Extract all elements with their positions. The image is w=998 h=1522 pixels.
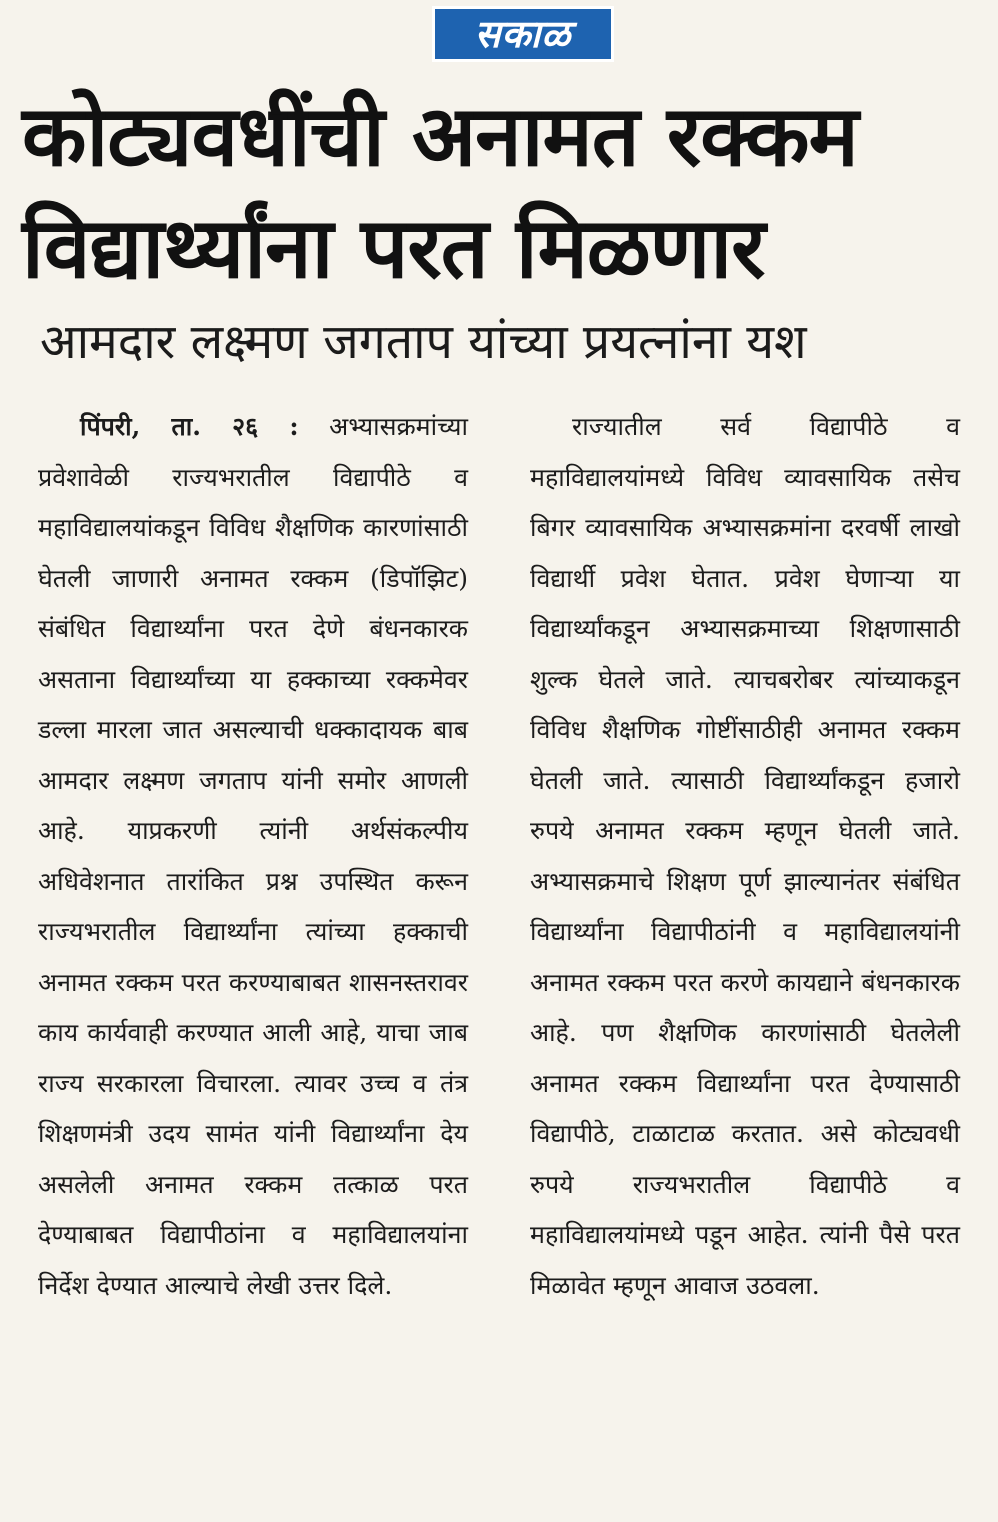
column-1-text: अभ्यासक्रमांच्या प्रवेशावेळी राज्यभरातील विद्यापीठे व महाविद्यालयांकडून विविध शैक्षणिक कारणांसाठी घेतली जाणारी अनामत रक्कम (डिपॉझिट) संबंधित विद्यार्थ्यांना परत देणे बंधनकारक असताना विद्यार्थ्यांच्या या हक्काच्या रक्कमेवर डल्ला मारला जात असल्याची धक्कादायक बाब आमदार लक्ष्मण जगताप यांनी समोर आणली आहे. याप्रकरणी त्यांनी अर्थसंकल्पीय अधिवेशनात तारांकित प्रश्न उपस्थित करून राज्यभरातील विद्यार्थ्यांना त्यांच्या हक्काची अनामत रक्कम परत करण्याबाबत शासनस्तरावर काय कार्यवाही करण्यात आली आहे, याचा जाब राज्य सरकारला विचारला. त्यावर उच्च व तंत्र शिक्षणमंत्री उदय सामंत यांनी विद्यार्थ्यांना देय असलेली अनामत रक्कम तत्काळ परत देण्याबाबत विद्यापीठांना व महाविद्यालयांना निर्देश देण्यात आल्याचे लेखी उत्तर दिले. [38, 412, 468, 1300]
column-2-text: राज्यातील सर्व विद्यापीठे व महाविद्यालयांमध्ये विविध व्यावसायिक तसेच बिगर व्यावसायिक अभ्यासक्रमांना दरवर्षी लाखो विद्यार्थी प्रवेश घेतात. प्रवेश घेणाऱ्या या विद्यार्थ्यांकडून अभ्यासक्रमाच्या शिक्षणासाठी शुल्क घेतले जाते. त्याचबरोबर त्यांच्याकडून विविध शैक्षणिक गोष्टींसाठीही अनामत रक्कम घेतली जाते. त्यासाठी विद्यार्थ्यांकडून हजारो रुपये अनामत रक्कम म्हणून घेतली जाते. अभ्यासक्रमाचे शिक्षण पूर्ण झाल्यानंतर संबंधित विद्यार्थ्यांना विद्यापीठांनी व महाविद्यालयांनी अनामत रक्कम परत करणे कायद्याने बंधनकारक आहे. पण शैक्षणिक कारणांसाठी घेतलेली अनामत रक्कम विद्यार्थ्यांना परत देण्यासाठी विद्यापीठे, टाळाटाळ करतात. असे कोट्यवधी रुपये राज्यभरातील विद्यापीठे व महाविद्यालयांमध्ये पडून आहेत. त्यांनी पैसे परत मिळावेत म्हणून आवाज उठवला. [530, 412, 960, 1300]
logo-text: सकाळ [474, 11, 572, 56]
headline [22, 80, 972, 304]
headline-line-2: विद्यार्थ्यांना परत मिळणार [22, 199, 765, 297]
column-1-paragraph [38, 402, 468, 1311]
article-column-1 [38, 402, 468, 1502]
newspaper-logo [432, 6, 614, 62]
article-column-2 [530, 402, 960, 1502]
dateline: पिंपरी, ता. २६ : [80, 412, 299, 441]
article-body [38, 402, 960, 1502]
column-2-paragraph [530, 402, 960, 1311]
subheadline: आमदार लक्ष्मण जगताप यांच्या प्रयत्नांना यश [40, 314, 807, 370]
headline-line-1: कोट्यवधींची अनामत रक्कम [22, 87, 858, 185]
